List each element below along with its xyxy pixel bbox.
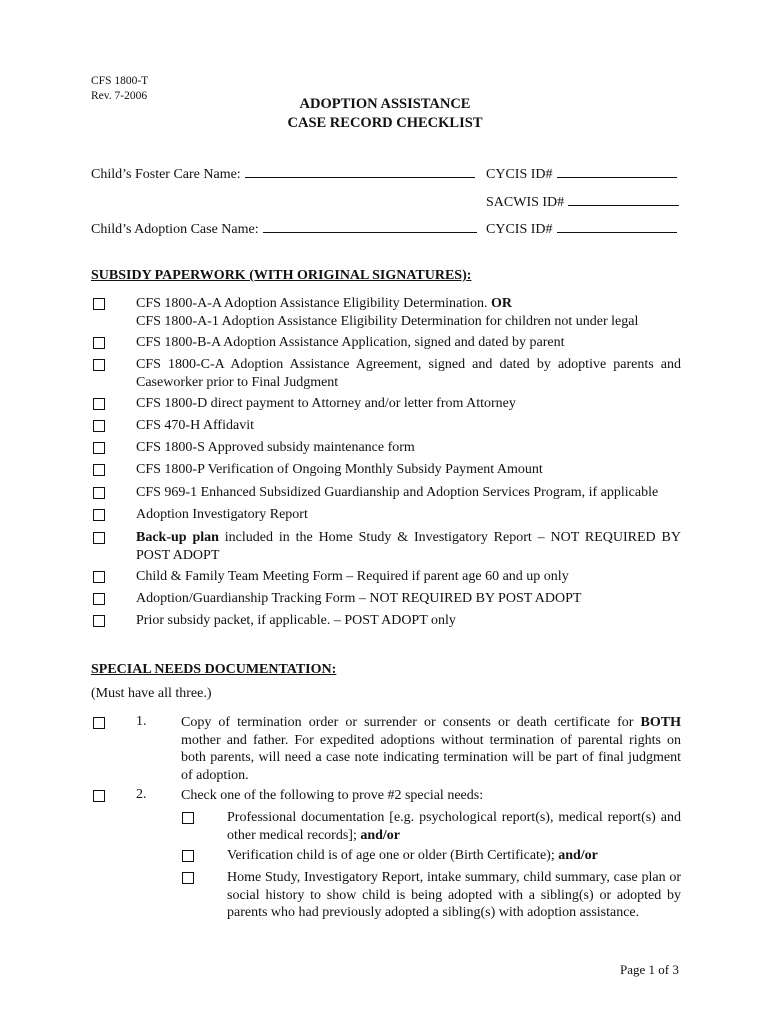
checkbox-subsidy-1[interactable] [93, 298, 105, 310]
checkbox-subsidy-8[interactable] [93, 487, 105, 499]
subsidy-item-1 [136, 295, 681, 330]
checkbox-subsidy-4[interactable] [93, 398, 105, 410]
foster-name-blank[interactable] [245, 164, 475, 178]
subsidy-item-9: Adoption Investigatory Report [136, 507, 308, 522]
cycis-id-field-2 [486, 219, 677, 239]
subsidy-item-8: CFS 969-1 Enhanced Subsidized Guardianship and Adoption Services Program, if applicable [136, 485, 659, 500]
document-title-line2: CASE RECORD CHECKLIST [287, 115, 483, 131]
checkbox-subsidy-13[interactable] [93, 615, 105, 627]
special-sub-1-andor: and/or [360, 827, 401, 843]
special-sub-3: Home Study, Investigatory Report, intake summary, child summary, case plan or social history to show child is being adopted with a sibling(s) or adopted by parents who had previously adopted a sibling(s) with adoption assistance. [227, 870, 681, 920]
subsidy-item-11: Child & Family Team Meeting Form – Required if parent age 60 and up only [136, 569, 569, 584]
form-revision: Rev. 7-2006 [91, 90, 148, 102]
checkbox-special-2b[interactable] [182, 850, 194, 862]
special-sub-1-text: Professional documentation [e.g. psychological report(s), medical report(s) and other medical records]; [227, 810, 681, 843]
subsidy-item-3: CFS 1800-C-A Adoption Assistance Agreement, signed and dated by adoptive parents and Caseworker prior to Final Judgment [136, 357, 681, 390]
subsidy-item-5: CFS 470-H Affidavit [136, 418, 254, 433]
sacwis-id-label: SACWIS ID# [486, 195, 565, 210]
checkbox-subsidy-5[interactable] [93, 420, 105, 432]
special-item-1-both: BOTH [640, 715, 681, 730]
checkbox-subsidy-9[interactable] [93, 509, 105, 521]
subsidy-item-12: Adoption/Guardianship Tracking Form – NOT REQUIRED BY POST ADOPT [136, 591, 582, 606]
subsidy-header-text: SUBSIDY PAPERWORK (WITH ORIGINAL SIGNATURES) [91, 268, 467, 283]
special-item-2-number: 2. [136, 787, 147, 802]
cycis-id-blank-1[interactable] [557, 164, 677, 178]
checkbox-special-2a[interactable] [182, 812, 194, 824]
subsidy-item-2: CFS 1800-B-A Adoption Assistance Application, signed and dated by parent [136, 335, 565, 350]
checkbox-subsidy-3[interactable] [93, 359, 105, 371]
checkbox-subsidy-7[interactable] [93, 464, 105, 476]
subsidy-section-header [91, 268, 471, 284]
subsidy-item-10-text: included in the Home Study & Investigatory Report – NOT REQUIRED BY POST ADOPT [136, 530, 681, 563]
special-item-1-number: 1. [136, 714, 147, 729]
special-sub-1 [227, 809, 681, 844]
checkbox-special-2c[interactable] [182, 872, 194, 884]
special-header-text: SPECIAL NEEDS DOCUMENTATION [91, 662, 332, 677]
subsidy-item-1-line2: CFS 1800-A-1 Adoption Assistance Eligibility Determination for children not under legal [136, 313, 639, 329]
cycis-id-field-1 [486, 164, 677, 184]
subsidy-item-7: CFS 1800-P Verification of Ongoing Monthly Subsidy Payment Amount [136, 462, 543, 477]
sacwis-id-blank[interactable] [568, 192, 679, 206]
checkbox-subsidy-6[interactable] [93, 442, 105, 454]
special-item-1-a: Copy of termination order or surrender or consents or death certificate for [181, 715, 641, 730]
special-needs-header [91, 662, 336, 678]
special-sub-2 [227, 847, 681, 865]
special-item-1 [181, 714, 681, 784]
cycis-id-label-1: CYCIS ID# [486, 167, 553, 182]
special-sub-2-andor: and/or [558, 848, 598, 863]
subsidy-item-13: Prior subsidy packet, if applicable. – POST ADOPT only [136, 613, 456, 628]
subsidy-item-6: CFS 1800-S Approved subsidy maintenance form [136, 440, 415, 455]
cycis-id-label-2: CYCIS ID# [486, 222, 553, 237]
backup-plan-bold: Back-up plan [136, 530, 219, 545]
subsidy-item-4: CFS 1800-D direct payment to Attorney and/or letter from Attorney [136, 396, 516, 411]
special-needs-note: (Must have all three.) [91, 686, 212, 701]
foster-name-label: Child’s Foster Care Name: [91, 167, 241, 182]
cycis-id-blank-2[interactable] [557, 219, 677, 233]
adoption-name-field [91, 219, 477, 239]
adoption-name-label: Child’s Adoption Case Name: [91, 222, 259, 237]
checkbox-special-2[interactable] [93, 790, 105, 802]
subsidy-header-colon: : [466, 268, 472, 283]
document-title-line1: ADOPTION ASSISTANCE [299, 96, 471, 112]
special-sub-2-text: Verification child is of age one or older (Birth Certificate); [227, 848, 559, 863]
checkbox-subsidy-12[interactable] [93, 593, 105, 605]
sacwis-id-field [486, 192, 679, 212]
adoption-name-blank[interactable] [263, 219, 477, 233]
checkbox-subsidy-10[interactable] [93, 532, 105, 544]
subsidy-item-10 [136, 529, 681, 564]
special-header-colon: : [331, 662, 337, 677]
form-id: CFS 1800-T [91, 75, 149, 87]
subsidy-item-1-text: CFS 1800-A-A Adoption Assistance Eligibility Determination. [136, 296, 492, 311]
special-item-1-b: mother and father. For expedited adoptions without termination of parental rights on both parents, will need a case note indicating termination will be part of final judgment of adoption. [181, 732, 681, 783]
checkbox-subsidy-2[interactable] [93, 337, 105, 349]
checkbox-subsidy-11[interactable] [93, 571, 105, 583]
subsidy-item-1-or: OR [491, 296, 513, 311]
page-number: Page 1 of 3 [620, 962, 679, 977]
foster-name-field [91, 164, 475, 184]
checkbox-special-1[interactable] [93, 717, 105, 729]
special-item-2: Check one of the following to prove #2 special needs: [181, 788, 484, 803]
